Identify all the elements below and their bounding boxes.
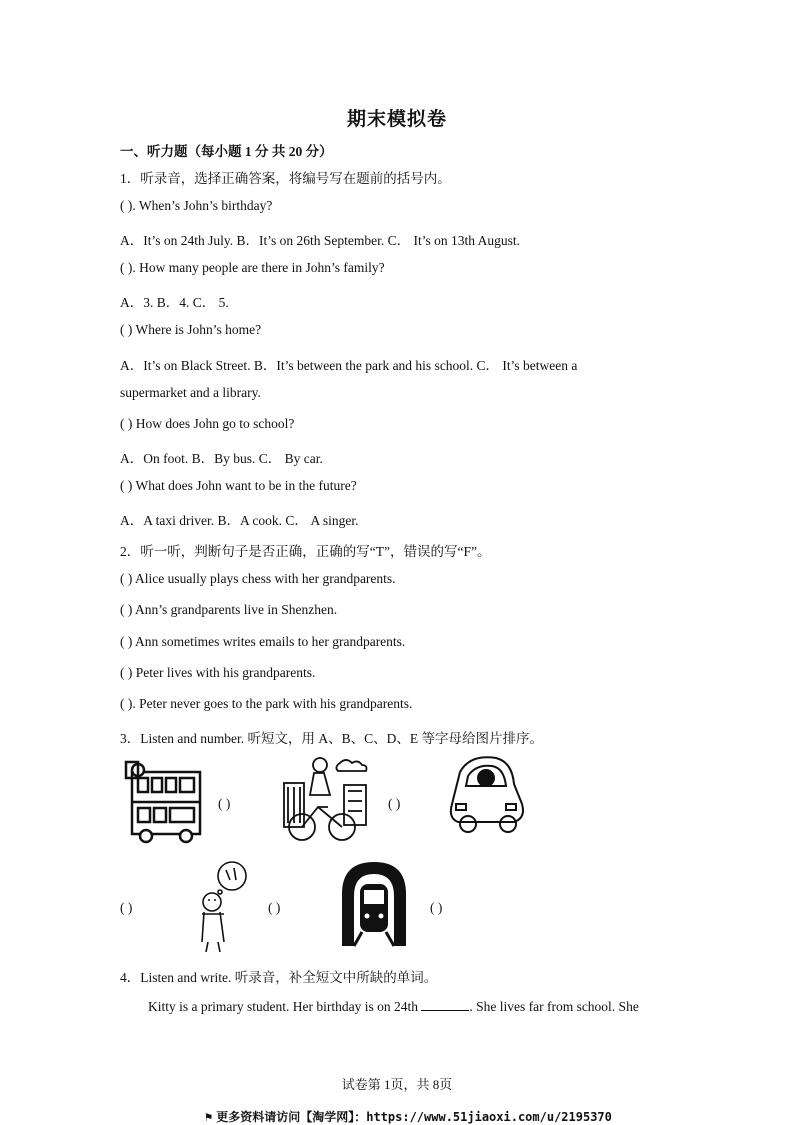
q1-item-4-question: ( ) How does John go to school? [120,416,295,431]
q2-item-3: ( ) Ann sometimes writes emails to her grandparents. [120,634,406,649]
q4-blank-1[interactable] [421,998,469,1011]
flag-icon: ⚑ [205,1110,213,1124]
q1-item-2-options: A．3. B．4. C． 5. [120,295,229,310]
q1-item-2-question: ( ). How many people are there in John’s family? [120,260,385,275]
car-picture [446,752,526,844]
q2-item-4: ( ) Peter lives with his grandparents. [120,665,316,680]
q1-item-5-options: A．A taxi driver. B．A cook. C． A singer. [120,513,359,528]
bus-picture [122,758,204,846]
walking-boy-picture [190,858,252,954]
q1-item-1-question: ( ). When’s John’s birthday? [120,198,273,213]
resource-banner[interactable] [205,1108,612,1125]
q3-blank-3[interactable]: ( ) [120,900,133,915]
q1-item-3-options: A．It’s on Black Street. B．It’s between the park and his school. C． It’s between a [120,358,578,373]
q3-blank-2[interactable]: ( ) [388,796,401,811]
q2-item-5: ( ). Peter never goes to the park with his grandparents. [120,696,413,711]
q1-item-4-options: A．On foot. B．By bus. C． By car. [120,451,323,466]
q4-instruction: 4．Listen and write. 听录音，补全短文中所缺的单词。 [120,970,438,985]
subway-picture [338,858,410,950]
q4-text-before: Kitty is a primary student. Her birthday is on 24th [148,999,418,1014]
banner-text: 更多资料请访问【淘学网】：https://www.51jiaoxi.com/u/2195370 [216,1110,612,1124]
q1-item-3-question: ( ) Where is John’s home? [120,322,262,337]
bicycle-picture [278,755,374,847]
q1-item-1-options: A．It’s on 24th July. B．It’s on 26th September. C． It’s on 13th August. [120,233,521,248]
q1-instruction: 1．听录音，选择正确答案，将编号写在题前的括号内。 [120,171,451,186]
section-heading: 一、听力题（每小题 1 分 共 20 分） [120,144,333,159]
page-footer: 试卷第 1页，共 8页 [341,1077,453,1092]
q1-item-3-options-cont: supermarket and a library. [120,385,261,400]
q2-instruction: 2．听一听，判断句子是否正确，正确的写“T”，错误的写“F”。 [120,544,491,559]
q2-item-2: ( ) Ann’s grandparents live in Shenzhen. [120,602,338,617]
q3-instruction: 3．Listen and number. 听短文，用 A、B、C、D、E 等字母给图片排序。 [120,731,543,746]
q4-passage [148,998,639,1015]
q4-text-after: . She lives far from school. She [469,999,639,1014]
q3-blank-1[interactable]: ( ) [218,796,231,811]
q3-blank-5[interactable]: ( ) [430,900,443,915]
page-title: 期末模拟卷 [346,109,447,130]
q3-blank-4[interactable]: ( ) [268,900,281,915]
q2-item-1: ( ) Alice usually plays chess with her grandparents. [120,571,396,586]
q1-item-5-question: ( ) What does John want to be in the future? [120,478,357,493]
